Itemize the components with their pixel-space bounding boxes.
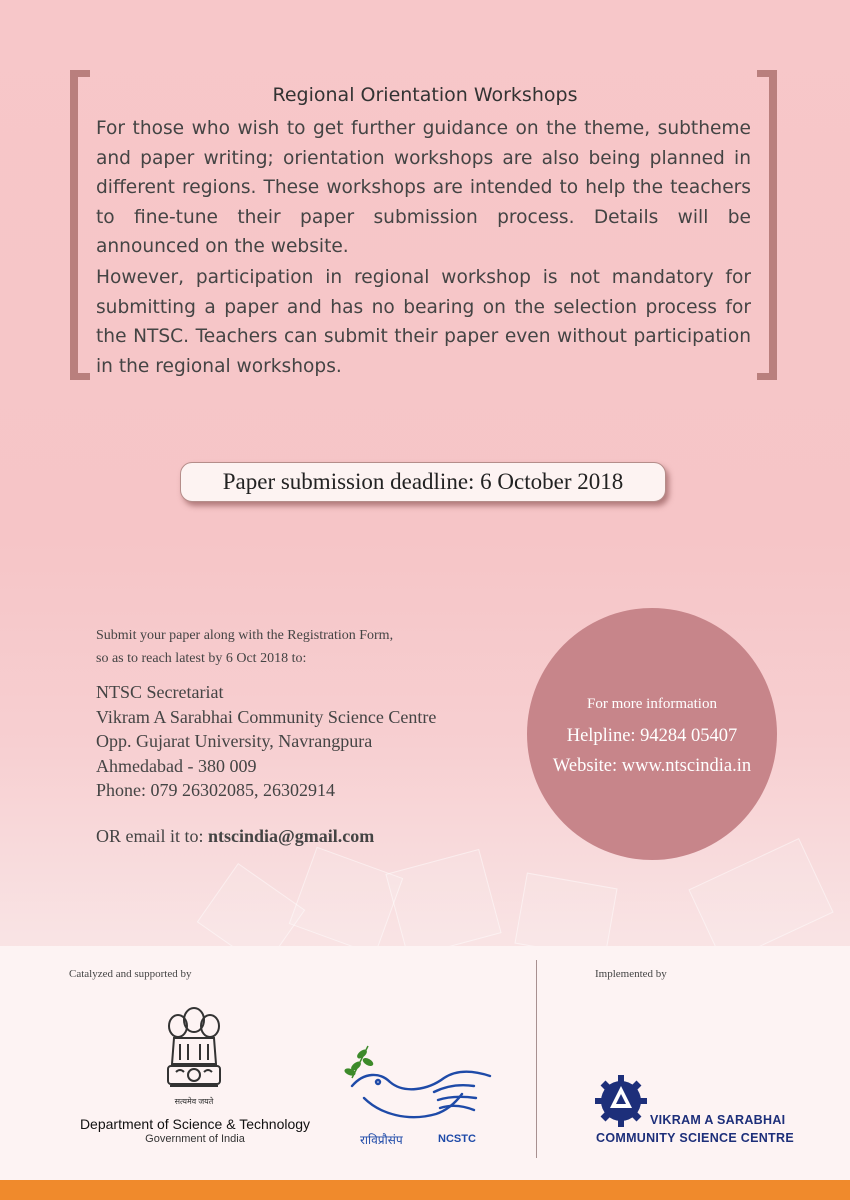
vasc-name-line1: VIKRAM A SARABHAI (650, 1113, 786, 1127)
website-link[interactable]: Website: www.ntscindia.in (552, 756, 752, 776)
secretariat-address (96, 680, 536, 803)
ncstc-hindi: राविप्रौसंप (360, 1133, 403, 1147)
workshop-title: Regional Orientation Workshops (272, 84, 578, 106)
ncstc-dove-logo-icon (344, 1042, 496, 1134)
supported-by-label: Catalyzed and supported by (69, 968, 192, 980)
address-line: Ahmedabad - 380 009 (96, 755, 257, 776)
left-bracket (70, 70, 84, 380)
background-pattern (385, 849, 501, 958)
submission-note-line: Submit your paper along with the Registration Form, (96, 628, 394, 643)
workshop-paragraph-1: For those who wish to get further guidance on the theme, subtheme and paper writing; orientation workshops are also being planned in different regions. These workshops are intended to help the teachers to fine-tune their paper submission process. Details will be announced on the website. (96, 118, 751, 257)
footer-divider (536, 960, 537, 1158)
submission-note (96, 624, 516, 670)
info-circle (527, 608, 777, 860)
dst-name: Department of Science & Technology (79, 1116, 311, 1132)
workshop-paragraph-2: However, participation in regional workshop is not mandatory for submitting a paper and has no bearing on the selection process for the NTSC. Teachers can submit their paper even without participation in the regional workshops. (96, 267, 751, 377)
address-line: Opp. Gujarat University, Navrangpura (96, 731, 373, 751)
email-link[interactable]: ntscindia@gmail.com (208, 826, 375, 846)
info-heading: For more information (587, 696, 717, 712)
submission-note-line: so as to reach latest by 6 Oct 2018 to: (96, 651, 307, 666)
address-line: NTSC Secretariat (96, 682, 224, 702)
emblem-motto: सत्यमेव जयते (174, 1097, 214, 1106)
deadline-banner: Paper submission deadline: 6 October 2018 (180, 462, 666, 502)
dst-subtitle: Government of India (145, 1133, 245, 1145)
helpline: Helpline: 94284 05407 (566, 726, 738, 746)
vasc-name-line2: COMMUNITY SCIENCE CENTRE (596, 1131, 794, 1145)
national-emblem-icon (160, 1004, 228, 1098)
implemented-by-label: Implemented by (595, 968, 667, 980)
footer-orange-strip (0, 1180, 850, 1200)
right-bracket (757, 70, 771, 380)
vasc-gear-logo-icon (594, 1074, 648, 1128)
email-line (96, 826, 374, 847)
ncstc-name: NCSTC (438, 1133, 476, 1145)
background-pattern (289, 847, 403, 956)
email-prefix: OR email it to: (96, 826, 204, 846)
address-phone: Phone: 079 26302085, 26302914 (96, 780, 336, 800)
address-line: Vikram A Sarabhai Community Science Centre (96, 706, 437, 727)
